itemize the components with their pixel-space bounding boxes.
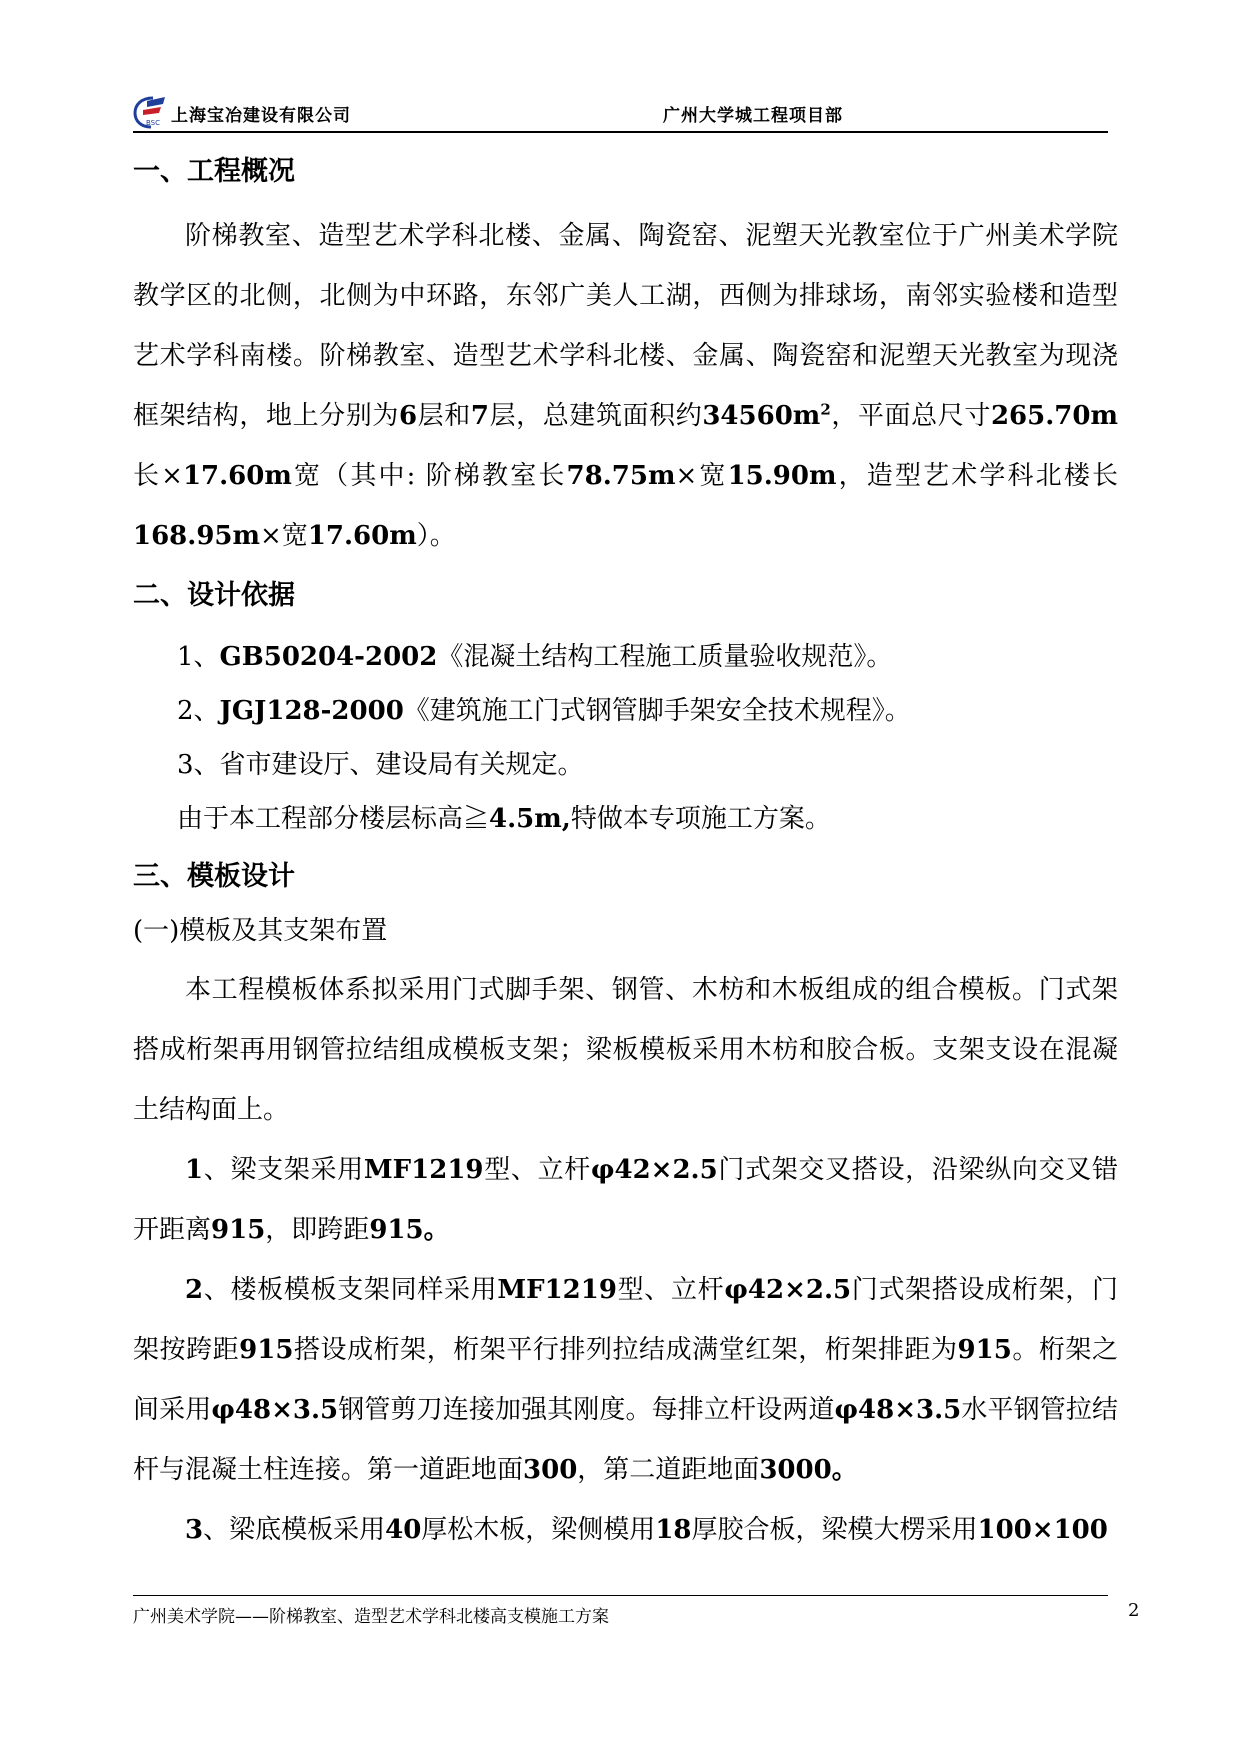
section-heading-design-basis: 二、设计依据 [133,580,295,611]
section-heading-formwork-design: 三、模板设计 [133,861,295,892]
overview-paragraph: 阶梯教室、造型艺术学科北楼、金属、陶瓷窑、泥塑天光教室位于广州美术学院教学区的北侧，北侧为中环路，东邻广美人工湖，西侧为排球场，南邻实验楼和造型艺术学科南楼。阶梯教室、造型艺术学科北楼、金属、陶瓷窑和泥塑天光教室为现浇框架结构，地上分别为6层和7层，总建筑面积约$34560m^2$，平面总尺寸265.70m长×17.60m宽（其中: 阶梯教室长78.75m×宽15.90m，造型艺术学科北楼长168.95m×宽17.60m）。 [133,221,1118,551]
basis-item-3: 3、省市建设厅、建设局有关规定。 [177,750,584,780]
document-body [133,150,1118,1560]
basis-item-1: 1、GB50204-2002《混凝土结构工程施工质量验收规范》。 [177,642,893,672]
project-department: 广州大学城工程项目部 [663,106,843,126]
footer-document-title: 广州美术学院——阶梯教室、造型艺术学科北楼高支模施工方案 [133,1607,609,1627]
basis-item-2: 2、JGJ128-2000《建筑施工门式钢管脚手架安全技术规程》。 [177,696,911,726]
basis-note: 由于本工程部分楼层标高≧4.5m,特做本专项施工方案。 [177,804,831,834]
page-number: 2 [1128,1600,1140,1621]
company-name: 上海宝冶建设有限公司 [171,106,351,126]
formwork-intro-paragraph: 本工程模板体系拟采用门式脚手架、钢管、木枋和木板组成的组合模板。门式架搭成桁架再用钢管拉结组成模板支架；梁板模板采用木枋和胶合板。支架支设在混凝土结构面上。 [133,975,1118,1125]
svg-text:BSC: BSC [146,119,161,127]
page-header [133,95,1108,129]
formwork-item-3: 3、梁底模板采用40厚松木板，梁侧模用18厚胶合板，梁模大楞采用100×100 [185,1515,1108,1545]
company-logo-icon [133,95,171,129]
footer-divider [133,1595,1108,1596]
formwork-item-2: 2、楼板模板支架同样采用MF1219型、立杆φ42×2.5门式架搭设成桁架，门架按跨距915搭设成桁架，桁架平行排列拉结成满堂红架，桁架排距为915。桁架之间采用φ48×3.5钢管剪刀连接加强其刚度。每排立杆设两道φ48×3.5水平钢管拉结杆与混凝土柱连接。第一道距地面300，第二道距地面3000。 [133,1275,1118,1485]
section-heading-overview: 一、工程概况 [133,156,295,187]
formwork-item-1: 1、梁支架采用MF1219型、立杆φ42×2.5门式架交叉搭设，沿梁纵向交叉错开距离915，即跨距915。 [133,1155,1118,1245]
sub-heading-layout: (一)模板及其支架布置 [133,916,388,946]
header-divider [133,131,1108,133]
